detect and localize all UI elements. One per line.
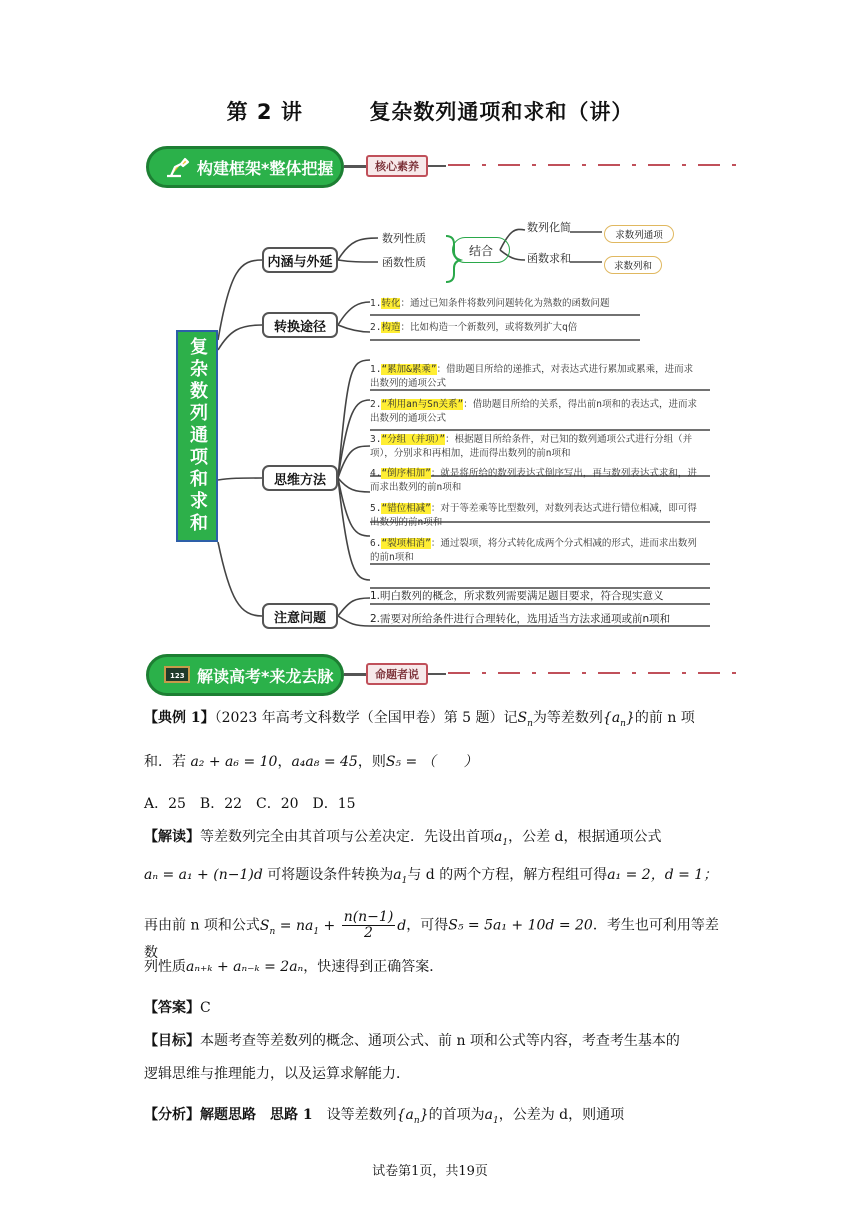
page-title [0,96,860,126]
mm-b1-right-1: 数列化简 [527,221,571,234]
section-banner-exam [146,654,344,696]
answer-line: 【答案】C [144,1000,211,1016]
section-banner-text: 解读高考*来龙去脉 [197,666,334,686]
sum-formula: $S_n = na_1$ + $\frac{n(n-1)}{2}$ d [259,909,407,941]
example-stem-line2: 和．若 a₂ + a₆ = 10，a₄a₈ = 45，则S₅ = （ ） [144,754,478,770]
tag-core-literacy: 核心素养 [366,155,428,177]
decor-dash-line [448,164,736,166]
goal-line1: 【目标】本题考查等差数列的概念、通项公式、前 n 项和公式等内容，考查考生基本的 [144,1033,680,1049]
blackboard-icon [163,664,191,686]
mm-b3-item-3: 3.“分组（并项）”：根据题目所给条件，对已知的数列通项公式进行分组（并项），分别求和再相加，进而得出数列的前n项和 [370,434,693,459]
lamp-icon [163,156,191,178]
mindmap-root: 复杂数列通项和求和 [176,330,218,542]
mm-b1-right-2: 函数求和 [527,252,571,265]
jiedu-line2: aₙ = a₁ + (n−1)d 可将题设条件转换为$a_1$与 d 的两个方程，解方程组可得a₁ = 2，d = 1； [144,867,718,886]
lecture-topic: 复杂数列通项和求和（讲） [369,100,634,124]
mm-b1-combine: 结合 [452,237,510,263]
page-footer: 试卷第1页，共19页 [372,1164,488,1179]
jiedu-line4: 列性质aₙ₊ₖ + aₙ₋ₖ = 2aₙ，快速得到正确答案． [144,959,444,975]
mm-b3-item-4: 4.“倒序相加”：就是将所给的数列表达式倒序写出，再与数列表达式求和，进而求出数列的前n项和 [370,468,697,493]
mm-b3-item-6: 6.“裂项相消”：通过裂项，将分式转化成两个分式相减的形式，进而求出数列的前n项和 [370,538,697,563]
jiedu-line1: 【解读】等差数列完全由其首项与公差决定．先设出首项$a_1$，公差 d，根据通项公式 [144,829,662,848]
example-options: A．25 B．22 C．20 D．15 [144,796,356,812]
mm-b1-left-1: 数列性质 [382,232,426,245]
analysis-line: 【分析】解题思路 思路 1 设等差数列$\{a_n\}$的首项为$a_1$，公差为 d，则通项 [144,1107,625,1126]
tag-proposer-says: 命题者说 [366,663,428,685]
decor-dash-line [448,672,736,674]
banner-connector [344,165,366,168]
mindmap-node-connotation: 内涵与外延 [262,247,338,273]
mm-pill-sum: 求数列和 [604,256,662,274]
mm-b1-left-2: 函数性质 [382,256,426,269]
mm-b4-item-1: 1.明白数列的概念，所求数列需要满足题目要求，符合现实意义 [370,590,664,602]
mm-b3-item-1: 1.“累加&累乘”：借助题目所给的递推式，对表达式进行累加或累乘，进而求出数列的通项公式 [370,364,694,389]
mindmap-node-thinking-methods: 思维方法 [262,465,338,491]
mindmap-node-notes: 注意问题 [262,603,338,629]
mm-pill-general-term: 求数列通项 [604,225,674,243]
goal-line2: 逻辑思维与推理能力，以及运算求解能力． [144,1066,410,1082]
mm-b2-item-2: 2.构造：比如构造一个新数列，或将数列扩大q倍 [370,322,578,333]
mm-b3-item-5: 5.“错位相减”：对于等差乘等比型数列，对数列表达式进行错位相减，即可得出数列的前n项和 [370,503,697,528]
section-banner-framework [146,146,344,188]
svg-text:123: 123 [170,672,185,680]
mm-b2-item-1: 1.转化：通过已知条件将数列问题转化为熟数的函数问题 [370,298,610,309]
lecture-number: 第 2 讲 [226,100,303,124]
mm-b3-item-2: 2.“利用an与Sn关系”：借助题目所给的关系，得出前n项和的表达式，进而求出数列的通项公式 [370,399,698,424]
mm-b4-item-2: 2.需要对所给条件进行合理转化，选用适当方法求通项或前n项和 [370,613,671,625]
jiedu-line3: 再由前 n 项和公式$S_n = na_1$ + $\frac{n(n-1)}{2}$ d，可得S₅ = 5a₁ + 10d = 20．考生也可利用等差数 [144,909,719,962]
section-banner-text: 构建框架*整体把握 [197,158,334,178]
mindmap-node-conversion: 转换途径 [262,312,338,338]
example-stem-line1: 【典例 1】（2023 年高考文科数学（全国甲卷）第 5 题）记$S_n$为等差数列$\{a_n\}$的前 n 项 [144,710,695,729]
